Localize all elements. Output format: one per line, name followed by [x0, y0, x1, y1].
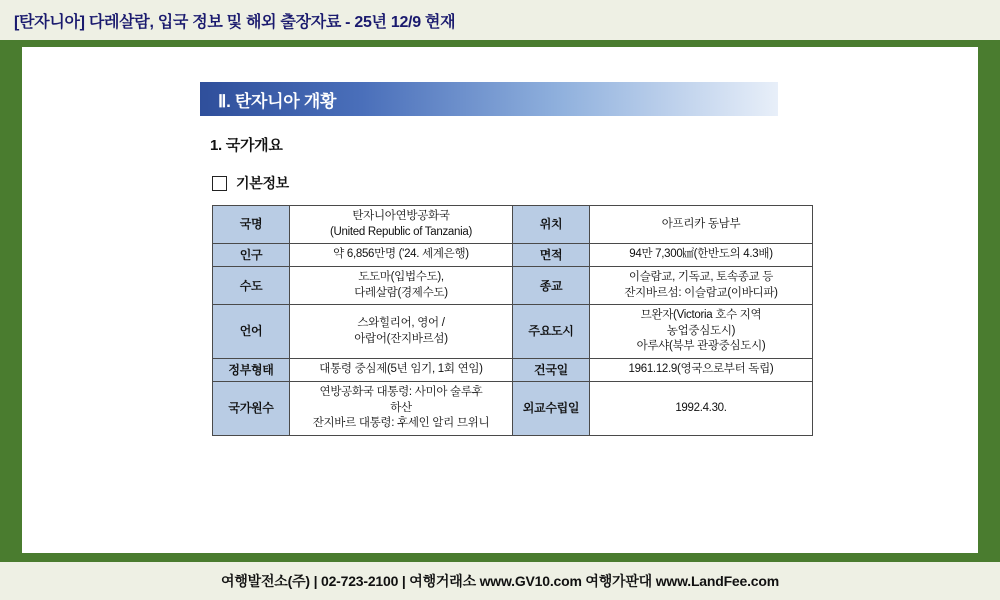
cell-line: 아프리카 동남부	[661, 217, 741, 230]
cell-line: 탄자니아연방공화국	[352, 210, 450, 222]
cell-line: 대통령 중심제(5년 임기, 1회 연임)	[319, 363, 483, 376]
cell-line: 다레살람(경제수도)	[354, 286, 448, 299]
cell-line: 약 6,856만명 ('24. 세계은행)	[333, 248, 469, 261]
cell-line: 잔지바르섬: 이슬람교(이바디파)	[624, 286, 778, 299]
table-row	[213, 206, 813, 244]
row-label: 언어	[213, 305, 290, 359]
row-label: 인구	[213, 244, 290, 267]
row-label: 위치	[513, 206, 590, 244]
row-value	[590, 206, 813, 244]
row-label: 국가원수	[213, 381, 290, 435]
row-value	[590, 267, 813, 305]
cell-line: 스와힐리어, 영어 /	[357, 317, 445, 329]
cell-line: 94만 7,300㎢(한반도의 4.3배)	[629, 248, 773, 261]
slide-content	[200, 82, 800, 436]
row-value	[290, 358, 513, 381]
section-heading-band	[200, 82, 778, 116]
cell-line: 잔지바르 대통령: 후세인 알리 므위니	[312, 417, 490, 430]
cell-line: 므완자(Victoria 호수 지역	[640, 309, 762, 322]
table-row	[213, 381, 813, 435]
cell-line: 아랍어(잔지바르섬)	[354, 332, 448, 345]
cell-line: (United Republic of Tanzania)	[330, 225, 472, 238]
table-row	[213, 244, 813, 267]
row-value	[590, 358, 813, 381]
cell-line: 1992.4.30.	[675, 401, 727, 414]
slide-canvas	[22, 47, 978, 553]
table-row	[213, 358, 813, 381]
row-value	[590, 244, 813, 267]
subsection-heading: 1. 국가개요	[210, 137, 283, 154]
cell-line: 이슬람교, 기독교, 토속종교 등	[628, 271, 774, 284]
square-bullet-icon	[212, 176, 227, 191]
row-label: 주요도시	[513, 305, 590, 359]
row-value	[290, 267, 513, 305]
row-label: 면적	[513, 244, 590, 267]
row-label: 종교	[513, 267, 590, 305]
row-value	[290, 305, 513, 359]
bullet-label: 기본정보	[236, 175, 289, 191]
footer-bar	[0, 560, 1000, 600]
cell-line: 도도마(입법수도),	[358, 271, 444, 284]
cell-line: 농업중심도시)	[666, 324, 736, 337]
bullet-row	[200, 173, 800, 193]
table-row	[213, 267, 813, 305]
row-label: 외교수립일	[513, 381, 590, 435]
row-label: 수도	[213, 267, 290, 305]
cell-line: 아루샤(북부 관광중심도시)	[636, 340, 766, 353]
row-label: 국명	[213, 206, 290, 244]
row-value	[590, 381, 813, 435]
row-value	[290, 206, 513, 244]
page-title: [탄자니아] 다레살람, 입국 정보 및 해외 출장자료 - 25년 12/9 현재	[14, 13, 456, 31]
cell-line: 연방공화국 대통령: 사미아 술루후	[319, 385, 483, 398]
row-value	[290, 244, 513, 267]
table-row	[213, 305, 813, 359]
row-label: 정부형태	[213, 358, 290, 381]
cell-line: 하산	[390, 401, 412, 414]
footer-contact-text: 여행발전소(주) | 02-723-2100 | 여행거래소 www.GV10.com 여행가판대 www.LandFee.com	[221, 573, 779, 589]
row-value	[590, 305, 813, 359]
country-info-table	[212, 205, 813, 436]
row-label: 건국일	[513, 358, 590, 381]
row-value	[290, 381, 513, 435]
cell-line: 1961.12.9(영국으로부터 독립)	[628, 363, 774, 376]
section-heading-text: Ⅱ. 탄자니아 개황	[218, 91, 337, 111]
header-bar	[0, 0, 1000, 42]
